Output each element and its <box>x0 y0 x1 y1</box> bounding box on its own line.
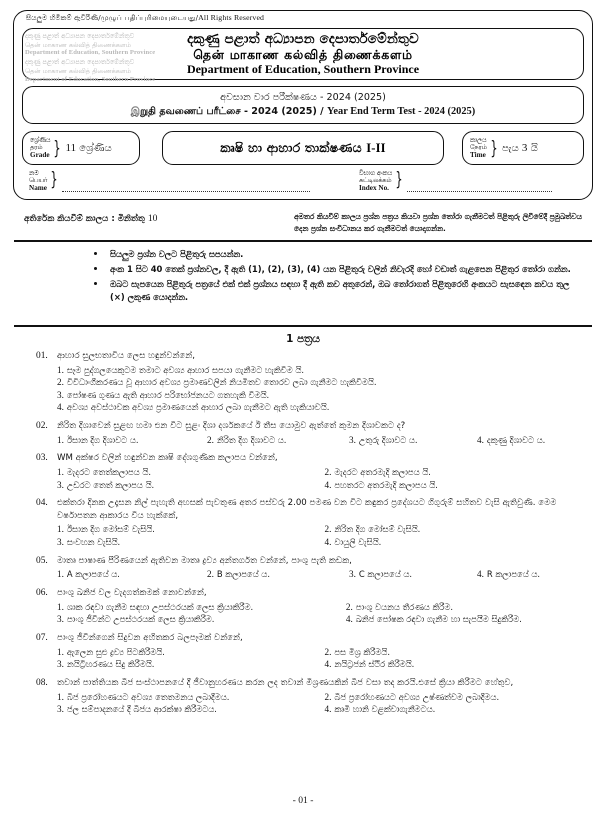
name-label-group <box>22 170 47 192</box>
option-text: C කලාපයේ ය. <box>358 569 413 580</box>
option-text: සෑම පුද්ගලයෙකුටම තමාට අවශ්‍ය ආහාර සපයා ගැනීමට හැකිවීම යි. <box>66 364 305 375</box>
department-banner <box>22 28 584 83</box>
rights-english: All Rights Reserved <box>198 13 265 22</box>
department-titles <box>23 29 583 79</box>
answer-option[interactable] <box>57 401 592 413</box>
question-text: මාතෘ පාෂාණ පීරිණයෙන් ඇතිවන මාතෘ ද්‍රව්‍ය අන්තර්ගත වන්නේ, පාංශු පැති කඩක, <box>57 555 352 566</box>
option-text: බීජ ප්‍රරෝහණයට අවශ්‍ය තෙතමනය ලබාදීමය. <box>66 692 230 703</box>
option-text: ශාක රඳවා ගැනීම සඳහා උපස්ථරයක් ලෙස ක්‍රියාකිරීම. <box>66 601 254 612</box>
answer-option[interactable] <box>57 613 346 625</box>
name-label-sinhala: නම <box>29 170 39 177</box>
department-name-english: Department of Education, Southern Province <box>186 61 420 76</box>
index-input-line[interactable] <box>407 175 552 192</box>
grade-box <box>22 131 140 165</box>
option-number: 4. <box>324 536 332 547</box>
question-text: පාංශු ඛනිජ වල වැදගත්කමක් නොවන්නේ, <box>57 588 207 599</box>
option-number: 1. <box>57 569 64 580</box>
grade-brace-icon: } <box>53 136 62 159</box>
option-text: R කලාපයේ ය. <box>486 569 541 580</box>
option-number: 2. <box>324 524 332 535</box>
question-number: 01. <box>36 351 48 361</box>
instruction-text: සියලුම ප්‍රශ්න වලට පිළිතුරු සපයන්න. <box>110 249 244 259</box>
answer-option[interactable] <box>346 601 592 613</box>
name-label-tamil: பெயர் <box>29 177 48 185</box>
index-label-english: Index No. <box>359 183 389 192</box>
option-text: ඊසාන දිග මෝසම් වැසියි. <box>66 524 155 535</box>
question-text: ආහාර සුලභතාවිය ලෙස හඳුන්වන්නේ, <box>57 351 195 361</box>
extra-reading-time-note <box>294 211 590 234</box>
option-number: 3. <box>57 614 64 625</box>
answer-options <box>36 523 592 548</box>
answer-option[interactable] <box>325 646 593 658</box>
question-block <box>36 350 592 413</box>
paper-heading: 1 පත්‍රය <box>286 333 320 345</box>
option-number: 4. <box>324 659 332 670</box>
question-stem <box>36 677 592 689</box>
subject-name: කෘෂි හා ආහාර තාක්ෂණය <box>220 140 362 155</box>
question-number: 05. <box>36 555 48 566</box>
answer-option[interactable] <box>57 466 325 478</box>
option-text: නිරිත දිග දිශාවට ය. <box>216 434 287 445</box>
index-label-sinhala: විභාග අංකය <box>359 170 393 177</box>
option-text: A කලාපයේ ය. <box>66 569 120 580</box>
divider-bottom <box>14 325 592 327</box>
answer-option[interactable] <box>349 434 477 446</box>
time-label-tamil: நேரம் <box>470 144 487 152</box>
instruction-item <box>92 248 582 261</box>
time-prefix: පැය <box>501 143 519 154</box>
option-text: විවිධාංගීකරණය වූ ආහාර අවශ්‍ය ප්‍රමාණවලින් නියමිතව තොරව ලබා ගැනීමට හැකිවීමයි. <box>66 377 377 388</box>
answer-options <box>36 646 592 671</box>
option-text: අවශ්‍ය අවස්ථාවක අවශ්‍ය ප්‍රමාණයෙන් ආහාර ලබා ගැනීමට ඇති හැකියාවයි. <box>66 401 330 412</box>
instructions-list <box>92 248 582 306</box>
question-number: 04. <box>36 498 48 509</box>
extra-reading-time-label <box>24 213 157 224</box>
question-stem <box>36 555 592 567</box>
option-number: 1. <box>57 647 64 657</box>
answer-option[interactable] <box>325 691 593 703</box>
option-number: 3. <box>57 704 64 715</box>
question-text: WM අක්ෂර වලින් හඳුන්වන කෘෂි දේශගුණික කලාපය වන්නේ, <box>57 453 278 464</box>
subject-box <box>162 131 444 165</box>
option-number: 2. <box>57 377 64 388</box>
option-text: මැදරට අතරමැදි කලාපය යි. <box>334 467 431 478</box>
exam-title-english: Year End Term Test - 2024 (2025) <box>327 106 476 118</box>
question-block <box>36 632 592 671</box>
option-text: ඛනිජ පෝෂක රඳවා ගැනීම හා සැපයීම සිදුකිරීම. <box>355 614 522 625</box>
question-number: 08. <box>36 678 48 689</box>
answer-option[interactable] <box>57 479 325 491</box>
time-value <box>502 142 538 154</box>
answer-option[interactable] <box>346 613 592 625</box>
option-text: පහතරට අතරමැදි කලාපය යි. <box>334 479 438 490</box>
option-text: පාංශු ජීවීන්ට උපස්ථරයක් ලෙස ක්‍රියාකිරීම. <box>66 614 215 625</box>
question-block <box>36 587 592 626</box>
answer-option[interactable] <box>57 364 592 376</box>
divider-top <box>14 240 592 242</box>
question-text: තවාන් පාත්තියක බීජ සංස්ථාපනයේ දී ජීවානුහරණය කරන ලද තවාන් මිශ්‍රණයකින් බීජ වසා තද කරයි.එසේ ක්‍රියා කිරීමට හේතුව, <box>57 678 514 689</box>
option-number: 2. <box>324 647 332 657</box>
reading-note-line1: අමතර කියවීම් කාලය ප්‍රශ්න පත්‍රය කියවා ප්‍රශ්න තෝරා ගැනීමටත් පිළිතුරු <box>294 212 520 221</box>
question-stem <box>36 497 592 521</box>
question-number: 07. <box>36 633 48 644</box>
answer-option[interactable] <box>57 691 325 703</box>
option-text: B කලාපයේ ය. <box>216 569 270 580</box>
option-text: දකුණු දිශාවට ය. <box>486 434 546 445</box>
name-brace-icon: } <box>50 168 58 190</box>
option-number: 1. <box>57 434 64 445</box>
time-label-sinhala: කාලය <box>470 136 487 144</box>
option-text: පස මිශ්‍ර කිරීමයි. <box>334 647 390 657</box>
option-number: 4. <box>324 704 332 715</box>
watermark-line-en-1: Department of Education, Southern Province <box>25 49 156 57</box>
grade-word: ශ්‍රේණිය <box>79 143 112 154</box>
name-input-line[interactable] <box>62 175 310 192</box>
watermark-line-si-2: දකුණු පළාත් අධ්‍යාපන දෙපාර්තමේන්තුව <box>25 58 135 67</box>
answer-option[interactable] <box>325 479 593 491</box>
index-brace-icon: } <box>395 168 403 190</box>
time-brace-icon: } <box>490 136 498 159</box>
exam-meta-row <box>22 131 584 165</box>
reading-note-line2: ලිවීමේදී ප්‍රමුඛත්වය දෙන ප්‍රශ්න සංවිධානය කර ගැනීමටත් යොදාගන්න. <box>294 212 582 233</box>
answer-option[interactable] <box>325 658 593 670</box>
answer-options <box>36 434 592 446</box>
option-text: වායුලි වැසියි. <box>334 536 382 547</box>
question-number: 02. <box>36 420 48 431</box>
bullet-icon <box>94 267 97 270</box>
question-stem <box>36 350 592 362</box>
option-number: 1. <box>57 524 64 535</box>
answer-option[interactable] <box>207 434 349 446</box>
watermark-line-si-1: දකුණු පළාත් අධ්‍යාපන දෙපාර්තමේන්තුව <box>25 32 135 40</box>
option-text: බීජ ප්‍රරෝහණයට අවශ්‍ය උෂ්ණත්වම ලබාදීමය. <box>334 692 500 703</box>
bullet-icon <box>94 282 97 285</box>
question-stem <box>36 587 592 599</box>
option-number: 3. <box>57 536 64 547</box>
grade-label-sinhala: ශ්‍රේණිය <box>30 136 51 144</box>
option-text: නයිට්‍රිහරණය සිදු කිරීමයි. <box>66 659 155 670</box>
answer-option[interactable] <box>207 568 349 580</box>
time-box <box>462 131 584 165</box>
option-number: 2. <box>324 692 332 703</box>
all-rights-reserved-line <box>26 13 264 23</box>
index-field-group <box>352 170 552 192</box>
answer-option[interactable] <box>57 703 325 715</box>
answer-options <box>36 601 592 626</box>
option-text: නිරිත දිග මෝසම් වැසියි. <box>334 524 421 535</box>
option-text: ඊසාන දිග දිශාවට ය. <box>66 434 139 445</box>
bullet-icon <box>94 252 97 255</box>
instruction-text: අංක 1 සිට 40 තෙක් ප්‍රශ්නවල, දී ඇති (1), (2), (3), (4) යන පිළිතුරු වලින් නිවැරදි හෝ වඩාත් ගැළපෙන පිළිතුර තෝරා ගන්න. <box>110 264 571 275</box>
option-number: 3. <box>349 569 356 580</box>
watermark-line-ta-2: தென் மாகாண கல்வித் திணைக்களம் <box>25 66 131 75</box>
option-number: 2. <box>207 569 214 580</box>
reading-time-text: අතිරේක කියවීම් කාලය : මිනිත්තු <box>24 214 145 224</box>
subject-paper-numbers: I-II <box>366 141 386 155</box>
rights-sinhala: සියලුම හිමිකම් ඇවිරිණි/ <box>26 13 101 22</box>
option-text: උඩරට තෙත් කලාපය යි. <box>66 479 155 490</box>
option-number: 3. <box>349 434 356 445</box>
question-block <box>36 555 592 581</box>
question-stem <box>36 420 592 432</box>
question-text: නිරිත දිශාවෙන් සුළඟ හමා එන විට සුළං දිශා දර්ශකයේ ඊ තීස යොමුව ඇත්තේ කුමන දිශාවකට ද? <box>57 420 406 431</box>
question-number: 03. <box>36 453 48 464</box>
option-number: 3. <box>57 659 64 670</box>
question-stem <box>36 452 592 464</box>
exam-title-tamil: இறுதி தவணைப் பரீட்சை - 2024 (2025) <box>130 106 317 118</box>
grade-number: 11 <box>65 142 77 154</box>
question-text: පාංශු ජීවීන්ගෙන් සිදුවන අහිතකර බලපෑමක් වන්නේ, <box>57 633 243 644</box>
option-text: සංවහන වැසියි. <box>66 536 121 547</box>
index-label-tamil: சுட்டிலக்கம் <box>359 177 392 185</box>
watermark-line-en-2: Department of Education, Southern Province <box>25 75 156 83</box>
option-number: 4. <box>477 569 484 580</box>
candidate-id-row <box>22 170 584 196</box>
answer-option[interactable] <box>57 536 325 548</box>
answer-option[interactable] <box>477 568 597 580</box>
answer-option[interactable] <box>57 389 592 401</box>
exam-title-sinhala: අවසාන වාර පරීක්ෂණය - 2024 (2025) <box>220 91 386 103</box>
answer-option[interactable] <box>57 376 592 388</box>
option-number: 2. <box>207 434 214 445</box>
option-number: 4. <box>345 614 353 625</box>
option-text: පාංශු වයනය තීරණය කිරීම. <box>355 601 454 612</box>
option-number: 1. <box>57 601 64 612</box>
name-label-english: Name <box>29 183 47 192</box>
department-name-tamil: தென் மாகாண கல்வித் திணைக்களம் <box>193 47 413 63</box>
answer-options <box>36 466 592 491</box>
option-number: 1. <box>57 467 64 478</box>
question-block <box>36 420 592 446</box>
option-text: මැදරට තෙත්කලාපය යි. <box>66 467 151 478</box>
grade-value <box>65 142 111 154</box>
answer-option[interactable] <box>325 466 593 478</box>
department-name-sinhala: දකුණු පළාත් අධ්‍යාපන දෙපාර්තමේන්තුව <box>187 31 419 48</box>
exam-title-box <box>22 86 584 124</box>
answer-options <box>36 568 592 580</box>
time-number: 3 <box>521 142 528 154</box>
option-number: 4. <box>324 479 332 490</box>
exam-title-tamil-english <box>131 105 475 118</box>
question-block <box>36 452 592 491</box>
option-text: ඇලෙන සුළු ද්‍රව්‍ය පිටකිරීමයි. <box>66 647 165 657</box>
answer-option[interactable] <box>325 703 593 715</box>
instruction-item <box>92 278 582 303</box>
question-number: 06. <box>36 588 48 599</box>
time-label-group <box>463 137 487 159</box>
answer-option[interactable] <box>57 523 325 535</box>
name-field-group <box>22 170 310 192</box>
time-label-english: Time <box>470 150 486 159</box>
title-separator: / <box>320 106 324 118</box>
option-number: 2. <box>345 601 353 612</box>
answer-option[interactable] <box>57 601 346 613</box>
grade-label-tamil: தரம் <box>30 144 43 152</box>
answer-option[interactable] <box>325 536 593 548</box>
answer-option[interactable] <box>57 568 207 580</box>
option-text: කෘමි හානි වළක්වාගැනීමටය. <box>334 704 436 715</box>
options-row <box>57 568 592 580</box>
page-number: - 01 - <box>292 795 314 806</box>
instruction-item <box>92 263 582 276</box>
option-text: නයිට්‍රජන් ස්ථිර කිරීමයි. <box>334 659 415 670</box>
answer-option[interactable] <box>349 568 477 580</box>
option-number: 3. <box>57 389 64 400</box>
option-number: 3. <box>57 479 64 490</box>
option-number: 4. <box>477 434 484 445</box>
instruction-text: ඔබට සැපයෙන පිළිතුරු පත්‍රයේ එක් එක් ප්‍රශ්නය සඳහා දී ඇති කව අතුරෙන්, ඔබ තෝරාගත් පිළිතුරෙහි අංකයට සැසඳෙන කවය තුල (×) ලකුණ යොදන්න. <box>110 279 570 302</box>
answer-option[interactable] <box>57 434 207 446</box>
index-label-group <box>352 170 392 192</box>
option-number: 1. <box>57 364 64 375</box>
options-row <box>57 434 592 446</box>
option-text: ජල සම්පාදනයේ දී බීජය ආරක්ෂා කිරීමටය. <box>66 704 217 715</box>
option-number: 2. <box>324 467 332 478</box>
answer-options <box>36 691 592 716</box>
rights-tamil: முழுப் பதிப்புரிமையுடையது/ <box>100 13 199 22</box>
answer-option[interactable] <box>325 523 593 535</box>
option-text: පෝෂණ ගුණය ඇති ආහාර පරිභෝජනයට ගතහැකි වීමයි. <box>66 389 270 400</box>
grade-label-english: Grade <box>30 150 50 159</box>
question-stem <box>36 632 592 644</box>
grade-label-group <box>23 137 50 159</box>
subject-title <box>220 140 385 156</box>
option-number: 4. <box>57 401 64 412</box>
questions-list <box>36 350 592 722</box>
answer-option[interactable] <box>477 434 597 446</box>
option-number: 1. <box>57 692 64 703</box>
question-block <box>36 677 592 716</box>
watermark-line-ta-1: தென் மாகாண கல்வித் திணைக்களம் <box>25 40 131 49</box>
answer-option[interactable] <box>57 646 325 658</box>
answer-option[interactable] <box>57 658 325 670</box>
time-suffix: යි <box>530 143 538 154</box>
option-text: උතුරු දිශාවට ය. <box>358 434 418 445</box>
reading-time-minutes: 10 <box>147 213 158 224</box>
question-text: එක්තරා දිනක උදෑසන නිල් පැහැති අහසක් පැවතුණ අතර පස්වරු 2.00 පමණ වන විට කඳුකර ප්‍රදේශයට ගිගුරුම් සහිතව වැසි ඇතිවුණි. මෙම වර්ෂාපතන ආකාරය විය හැක්කේ, <box>57 498 557 521</box>
question-block <box>36 497 592 548</box>
answer-options <box>36 364 592 414</box>
